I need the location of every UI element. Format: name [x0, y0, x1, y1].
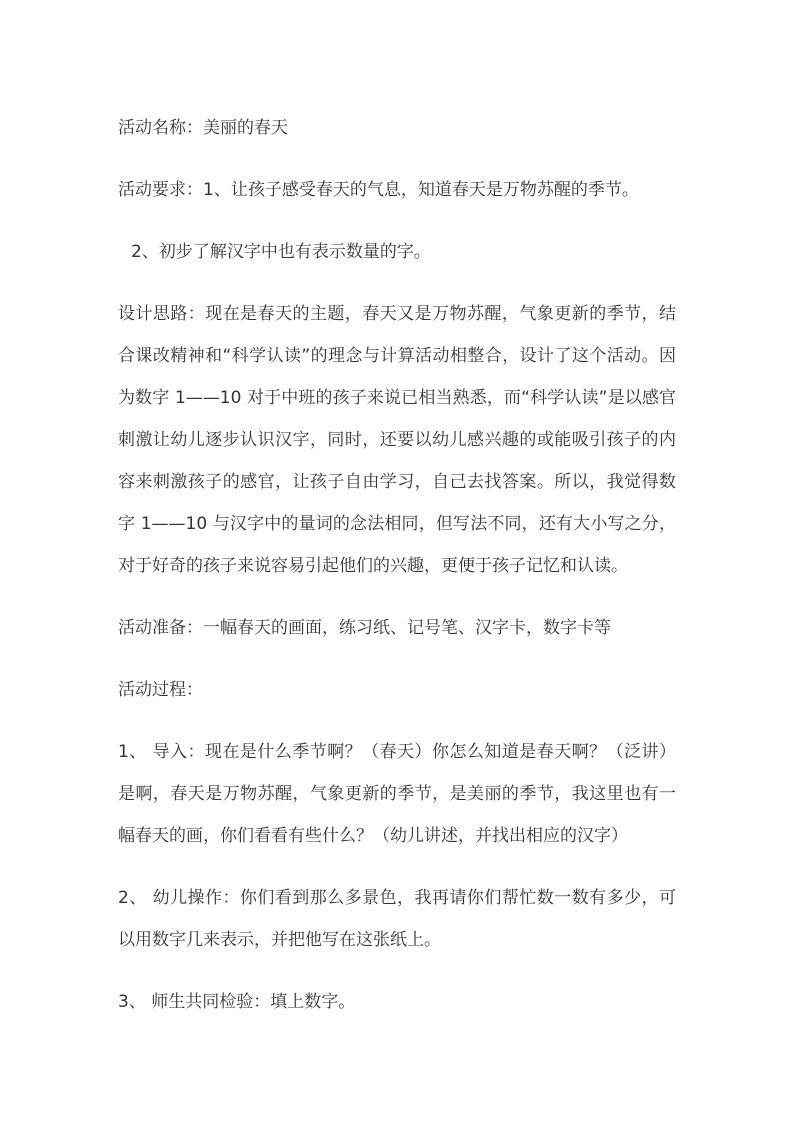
paragraph-activity-name: 活动名称：美丽的春天: [118, 118, 288, 138]
paragraph-process-step-2: 2、 幼儿操作：你们看到那么多景色，我再请你们帮忙数一数有多少，可以用数字几来表示，并把他写在这张纸上。: [118, 888, 676, 950]
paragraph-materials: 活动准备：一幅春天的画面，练习纸、记号笔、汉字卡，数字卡等: [118, 618, 611, 638]
paragraph-process-heading: 活动过程：: [118, 680, 203, 700]
paragraph-design-rationale: 设计思路：现在是春天的主题，春天又是万物苏醒，气象更新的季节，结合课改精神和“科学认读”的理念与计算活动相整合，设计了这个活动。因为数字 1——10 对于中班的孩子来说已相当熟悉，而“科学认读”是以感官刺激让幼儿逐步认识汉字，同时，还要以幼儿感兴趣的或能吸引孩子的内容来刺激孩子的感官，让孩子自由学习，自己去找答案。所以，我觉得数字 1——10 与汉字中的量词的念法相同，但写法不同，还有大小写之分，对于好奇的孩子来说容易引起他们的兴趣，更便于孩子记忆和认读。: [118, 304, 676, 576]
paragraph-process-step-1: 1、 导入：现在是什么季节啊？（春天）你怎么知道是春天啊？（泛讲）是啊，春天是万物苏醒，气象更新的季节，是美丽的季节，我这里也有一幅春天的画，你们看看有些什么？（幼儿讲述，并找出相应的汉字）: [118, 742, 676, 846]
paragraph-activity-goal-1: 活动要求：1、让孩子感受春天的气息，知道春天是万物苏醒的季节。: [118, 180, 639, 200]
paragraph-process-step-3: 3、 师生共同检验：填上数字。: [118, 992, 356, 1012]
document-body: [118, 107, 676, 1023]
paragraph-activity-goal-2: 2、初步了解汉字中也有表示数量的字。: [131, 242, 431, 262]
